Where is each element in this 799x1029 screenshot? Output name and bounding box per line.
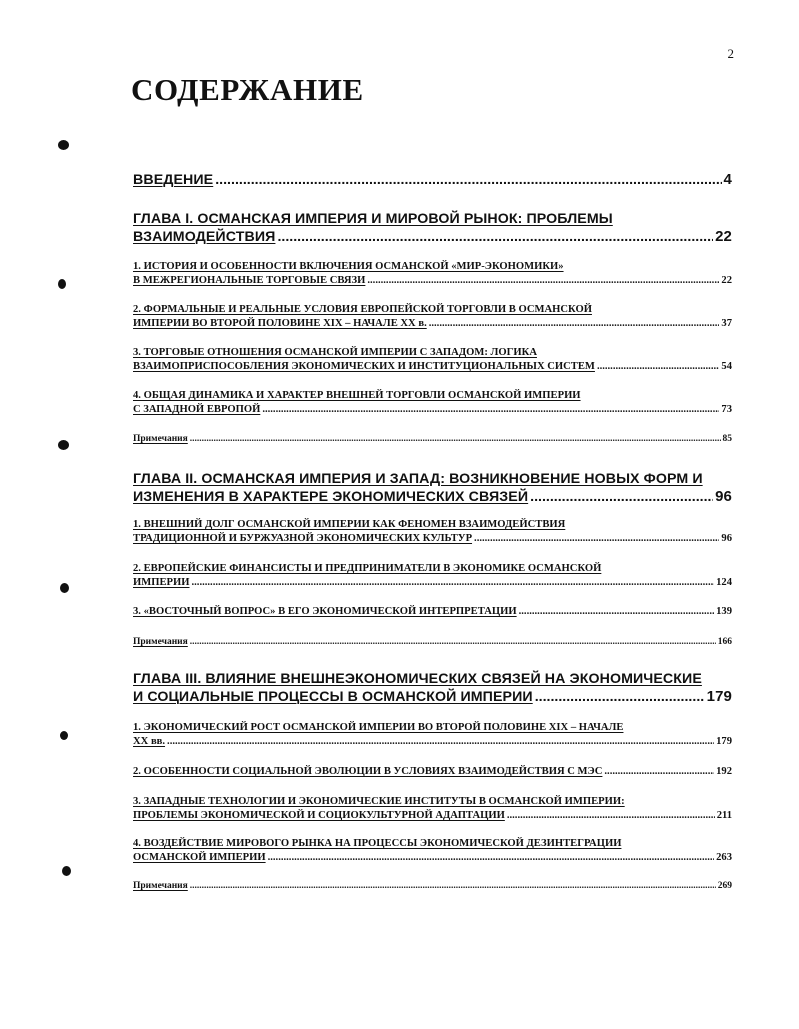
toc-page-number: 22	[715, 228, 732, 245]
dot-leader	[167, 735, 714, 749]
binding-hole-mark	[58, 279, 66, 289]
toc-entry-label: ПРОБЛЕМЫ ЭКОНОМИЧЕСКОЙ И СОЦИОКУЛЬТУРНОЙ АДАПТАЦИИ	[133, 810, 505, 821]
toc-entry-label: Примечания	[133, 637, 188, 647]
toc-entry-label: 1. ИСТОРИЯ И ОСОБЕННОСТИ ВКЛЮЧЕНИЯ ОСМАНСКОЙ «МИР-ЭКОНОМИКИ»	[133, 261, 564, 272]
toc-section-2-3[interactable]	[133, 605, 732, 619]
toc-section-1-2[interactable]	[133, 303, 732, 331]
toc-entry-label: Примечания	[133, 881, 188, 891]
dot-leader	[262, 403, 719, 417]
binding-hole-mark	[58, 440, 69, 450]
toc-page-number: 192	[716, 766, 732, 777]
toc-entry-label: 2. ОСОБЕННОСТИ СОЦИАЛЬНОЙ ЭВОЛЮЦИИ В УСЛОВИЯХ ВЗАИМОДЕЙСТВИЯ С МЭС	[133, 766, 603, 777]
toc-section-1-3[interactable]	[133, 346, 732, 374]
binding-hole-mark	[62, 866, 71, 876]
toc-page-number: 179	[706, 688, 732, 705]
toc-section-1-4[interactable]	[133, 389, 732, 417]
toc-page-number: 96	[715, 488, 732, 505]
dot-leader	[215, 171, 721, 189]
dot-leader	[535, 688, 705, 706]
toc-entry-label: 1. ВНЕШНИЙ ДОЛГ ОСМАНСКОЙ ИМПЕРИИ КАК ФЕНОМЕН ВЗАИМОДЕЙСТВИЯ	[133, 519, 566, 530]
toc-entry-label: ГЛАВА I. ОСМАНСКАЯ ИМПЕРИЯ И МИРОВОЙ РЫНОК: ПРОБЛЕМЫ	[133, 211, 613, 227]
toc-entry-label: 4. ОБЩАЯ ДИНАМИКА И ХАРАКТЕР ВНЕШНЕЙ ТОРГОВЛИ ОСМАНСКОЙ ИМПЕРИИ	[133, 390, 581, 401]
toc-page-number: 179	[716, 736, 732, 747]
toc-entry-intro[interactable]	[133, 171, 732, 189]
toc-entry-label: ВЗАИМОДЕЙСТВИЯ	[133, 229, 276, 245]
dot-leader	[277, 228, 713, 246]
dot-leader	[268, 851, 715, 865]
toc-page-number: 211	[716, 810, 732, 821]
toc-section-3-1[interactable]	[133, 721, 732, 749]
dot-leader	[604, 765, 714, 779]
toc-entry-label: ГЛАВА II. ОСМАНСКАЯ ИМПЕРИЯ И ЗАПАД: ВОЗНИКНОВЕНИЕ НОВЫХ ФОРМ И	[133, 471, 703, 487]
page-title: СОДЕРЖАНИЕ	[131, 72, 364, 107]
toc-entry-label: ИМПЕРИИ ВО ВТОРОЙ ПОЛОВИНЕ XIX – НАЧАЛЕ XX в.	[133, 318, 427, 329]
toc-entry-label: ГЛАВА III. ВЛИЯНИЕ ВНЕШНЕЭКОНОМИЧЕСКИХ СВЯЗЕЙ НА ЭКОНОМИЧЕСКИЕ	[133, 671, 702, 687]
toc-entry-label: 2. ЕВРОПЕЙСКИЕ ФИНАНСИСТЫ И ПРЕДПРИНИМАТЕЛИ В ЭКОНОМИКЕ ОСМАНСКОЙ	[133, 563, 602, 574]
toc-page-number: 73	[721, 404, 732, 415]
toc-page-number: 124	[716, 577, 732, 588]
toc-page-number: 269	[717, 881, 732, 891]
dot-leader	[519, 605, 714, 619]
toc-entry-label: С ЗАПАДНОЙ ЕВРОПОЙ	[133, 404, 261, 415]
toc-section-3-4[interactable]	[133, 837, 732, 865]
toc-entry-label: ИМПЕРИИ	[133, 577, 190, 588]
binding-hole-mark	[58, 140, 69, 150]
toc-page-number: 96	[721, 533, 732, 544]
toc-section-2-1[interactable]	[133, 518, 732, 546]
dot-leader	[190, 880, 716, 893]
binding-hole-mark	[60, 731, 68, 740]
dot-leader	[429, 317, 720, 331]
dot-leader	[474, 532, 719, 546]
dot-leader	[192, 576, 715, 590]
toc-chapter-1[interactable]	[133, 210, 732, 246]
toc-chapter-2[interactable]	[133, 470, 732, 506]
toc-section-3-3[interactable]	[133, 795, 732, 823]
toc-entry-label: 3. «ВОСТОЧНЫЙ ВОПРОС» В ЕГО ЭКОНОМИЧЕСКОЙ ИНТЕРПРЕТАЦИИ	[133, 606, 517, 617]
toc-entry-label: ОСМАНСКОЙ ИМПЕРИИ	[133, 852, 266, 863]
toc-notes-2[interactable]	[133, 636, 732, 649]
toc-page-number: 85	[722, 434, 732, 444]
toc-page-number: 139	[716, 606, 732, 617]
toc-entry-label: В МЕЖРЕГИОНАЛЬНЫЕ ТОРГОВЫЕ СВЯЗИ	[133, 275, 366, 286]
toc-section-1-1[interactable]	[133, 260, 732, 288]
toc-page-number: 4	[723, 171, 732, 188]
toc-notes-1[interactable]	[133, 433, 732, 446]
toc-entry-label: 1. ЭКОНОМИЧЕСКИЙ РОСТ ОСМАНСКОЙ ИМПЕРИИ ВО ВТОРОЙ ПОЛОВИНЕ XIX – НАЧАЛЕ	[133, 722, 624, 733]
toc-entry-label: 2. ФОРМАЛЬНЫЕ И РЕАЛЬНЫЕ УСЛОВИЯ ЕВРОПЕЙСКОЙ ТОРГОВЛИ В ОСМАНСКОЙ	[133, 304, 592, 315]
toc-notes-3[interactable]	[133, 880, 732, 893]
toc-entry-label: ИЗМЕНЕНИЯ В ХАРАКТЕРЕ ЭКОНОМИЧЕСКИХ СВЯЗЕЙ	[133, 489, 529, 505]
dot-leader	[530, 488, 713, 506]
dot-leader	[507, 809, 715, 823]
dot-leader	[190, 433, 721, 446]
toc-entry-label: ТРАДИЦИОННОЙ И БУРЖУАЗНОЙ ЭКОНОМИЧЕСКИХ КУЛЬТУР	[133, 533, 473, 544]
toc-entry-label: 4. ВОЗДЕЙСТВИЕ МИРОВОГО РЫНКА НА ПРОЦЕССЫ ЭКОНОМИЧЕСКОЙ ДЕЗИНТЕГРАЦИИ	[133, 838, 622, 849]
toc-entry-label: ВВЕДЕНИЕ	[133, 172, 214, 188]
toc-chapter-3[interactable]	[133, 670, 732, 706]
binding-hole-mark	[60, 583, 69, 593]
dot-leader	[190, 636, 716, 649]
toc-page-number: 22	[721, 275, 732, 286]
toc-entry-label: И СОЦИАЛЬНЫЕ ПРОЦЕССЫ В ОСМАНСКОЙ ИМПЕРИИ	[133, 689, 533, 705]
toc-page-number: 166	[717, 637, 732, 647]
dot-leader	[597, 360, 719, 374]
toc-page-number: 37	[721, 318, 732, 329]
toc-page-number: 54	[721, 361, 732, 372]
toc-entry-label: XX вв.	[133, 736, 166, 747]
page-number: 2	[727, 46, 734, 61]
toc-entry-label: 3. ЗАПАДНЫЕ ТЕХНОЛОГИИ И ЭКОНОМИЧЕСКИЕ ИНСТИТУТЫ В ОСМАНСКОЙ ИМПЕРИИ:	[133, 796, 625, 807]
toc-section-3-2[interactable]	[133, 765, 732, 779]
dot-leader	[367, 274, 719, 288]
toc-section-2-2[interactable]	[133, 562, 732, 590]
toc-page-number: 263	[716, 852, 732, 863]
toc-entry-label: ВЗАИМОПРИСПОСОБЛЕНИЯ ЭКОНОМИЧЕСКИХ И ИНСТИТУЦИОНАЛЬНЫХ СИСТЕМ	[133, 361, 595, 372]
toc-entry-label: Примечания	[133, 434, 188, 444]
toc-entry-label: 3. ТОРГОВЫЕ ОТНОШЕНИЯ ОСМАНСКОЙ ИМПЕРИИ С ЗАПАДОМ: ЛОГИКА	[133, 347, 537, 358]
